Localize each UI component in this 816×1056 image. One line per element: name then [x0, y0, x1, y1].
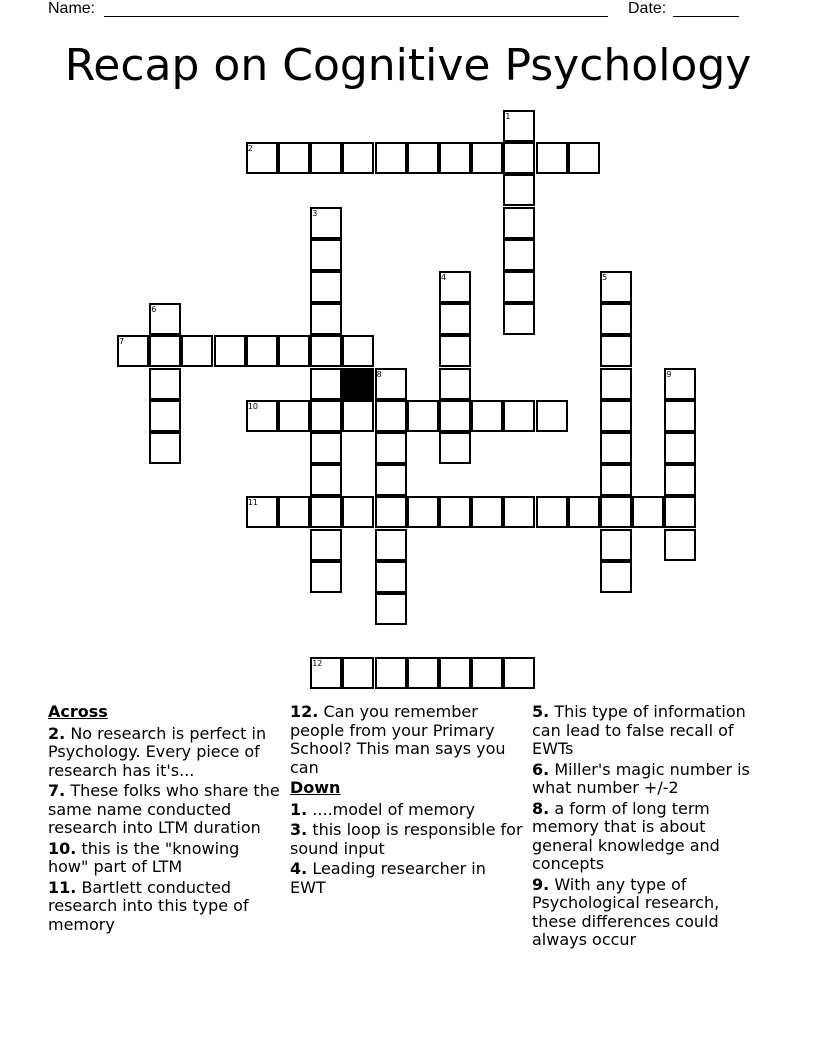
grid-cell[interactable] — [568, 496, 600, 528]
clue-down-5 — [532, 703, 768, 759]
clue-text: No research is perfect in Psychology. Every piece of research has it's... — [48, 723, 267, 780]
clue-down-9 — [532, 876, 768, 950]
grid-cell[interactable] — [246, 335, 278, 367]
grid-cell[interactable] — [278, 496, 310, 528]
grid-cell[interactable] — [375, 464, 407, 496]
grid-cell[interactable] — [471, 142, 503, 174]
clue-text: ....model of memory — [312, 799, 475, 819]
grid-cell[interactable] — [310, 368, 342, 400]
grid-number: 9 — [666, 369, 672, 379]
grid-cell[interactable] — [439, 657, 471, 689]
grid-cell[interactable] — [503, 174, 535, 206]
grid-cell[interactable] — [664, 464, 696, 496]
clue-across-7 — [48, 782, 284, 838]
grid-cell[interactable] — [600, 432, 632, 464]
clue-down-8 — [532, 800, 768, 874]
clue-text: Leading researcher in EWT — [290, 859, 486, 897]
grid-cell[interactable] — [503, 271, 535, 303]
clue-number: 1. — [290, 799, 308, 819]
grid-cell[interactable] — [439, 496, 471, 528]
grid-cell[interactable] — [310, 400, 342, 432]
grid-cell[interactable] — [278, 142, 310, 174]
clue-text: With any type of Psychological research, these differences could always occur — [532, 874, 720, 949]
grid-cell[interactable] — [503, 239, 535, 271]
grid-number: 6 — [151, 305, 157, 315]
grid-cell[interactable] — [310, 239, 342, 271]
grid-number: 4 — [441, 273, 447, 282]
grid-cell[interactable] — [278, 400, 310, 432]
clue-across-11 — [48, 879, 284, 935]
grid-cell[interactable] — [536, 496, 568, 528]
grid-cell[interactable] — [664, 496, 696, 528]
grid-cell[interactable] — [149, 400, 181, 432]
grid-cell[interactable] — [149, 335, 181, 367]
grid-cell[interactable] — [503, 400, 535, 432]
clue-number: 6. — [532, 759, 550, 779]
grid-cell[interactable] — [310, 561, 342, 593]
grid-cell[interactable] — [600, 303, 632, 335]
grid-cell[interactable] — [568, 142, 600, 174]
grid-cell[interactable] — [471, 496, 503, 528]
grid-cell[interactable] — [471, 400, 503, 432]
clue-down-6 — [532, 761, 768, 798]
grid-cell[interactable] — [632, 496, 664, 528]
grid-cell[interactable] — [342, 400, 374, 432]
puzzle-title: Recap on Cognitive Psychology — [64, 40, 752, 91]
clues-column-2 — [290, 703, 526, 899]
clue-across-10 — [48, 840, 284, 877]
clue-number: 12. — [290, 702, 319, 721]
clue-text: These folks who share the same name conducted research into LTM duration — [48, 781, 280, 837]
grid-cell[interactable] — [149, 368, 181, 400]
grid-cell[interactable] — [439, 432, 471, 464]
grid-cell[interactable] — [342, 496, 374, 528]
name-label: Name: — [48, 0, 96, 17]
grid-cell[interactable] — [375, 561, 407, 593]
grid-cell[interactable] — [375, 432, 407, 464]
grid-cell[interactable] — [503, 303, 535, 335]
grid-cell[interactable] — [149, 432, 181, 464]
grid-cell[interactable] — [407, 496, 439, 528]
clue-text: This type of information can lead to false recall of EWTs — [532, 702, 746, 758]
clue-down-1 — [290, 801, 526, 820]
grid-cell[interactable] — [375, 142, 407, 174]
clue-text: Bartlett conducted research into this type of memory — [48, 877, 249, 934]
grid-cell[interactable] — [375, 496, 407, 528]
clue-number: 4. — [290, 859, 308, 878]
grid-cell[interactable] — [439, 368, 471, 400]
grid-cell[interactable] — [342, 657, 374, 689]
grid-cell[interactable] — [600, 400, 632, 432]
grid-cell[interactable] — [375, 400, 407, 432]
grid-cell[interactable] — [407, 657, 439, 689]
clue-text: Can you remember people from your Primary School? This man says you can — [290, 702, 506, 777]
grid-cell[interactable] — [375, 593, 407, 625]
grid-cell[interactable] — [375, 657, 407, 689]
clue-number: 8. — [532, 798, 550, 818]
clue-number: 11. — [48, 877, 77, 897]
grid-cell[interactable] — [342, 142, 374, 174]
grid-cell[interactable] — [181, 335, 213, 367]
clue-text: this loop is responsible for sound input — [290, 820, 523, 858]
across-heading: Across — [48, 702, 108, 721]
clue-across-12 — [290, 703, 526, 777]
grid-cell[interactable] — [214, 335, 246, 367]
grid-cell[interactable] — [503, 657, 535, 689]
grid-cell[interactable] — [503, 207, 535, 239]
clue-text: Miller's magic number is what number +/-2 — [532, 759, 750, 797]
grid-number: 8 — [376, 369, 382, 379]
clue-number: 7. — [48, 781, 66, 800]
grid-cell[interactable] — [664, 400, 696, 432]
date-label: Date: — [628, 0, 667, 17]
clue-text: a form of long term memory that is about general knowledge and concepts — [532, 798, 720, 873]
grid-cell[interactable] — [342, 335, 374, 367]
grid-cell[interactable] — [310, 529, 342, 561]
grid-cell[interactable] — [375, 529, 407, 561]
grid-cell[interactable] — [600, 561, 632, 593]
grid-cell[interactable] — [310, 464, 342, 496]
clue-number: 5. — [532, 702, 550, 721]
grid-cell[interactable] — [278, 335, 310, 367]
grid-number: 5 — [602, 273, 608, 282]
clue-number: 3. — [290, 820, 308, 839]
grid-cell[interactable] — [600, 464, 632, 496]
grid-cell[interactable] — [471, 657, 503, 689]
grid-cell[interactable] — [664, 529, 696, 561]
clue-across-2 — [48, 725, 284, 781]
grid-cell[interactable] — [536, 400, 568, 432]
grid-cell[interactable] — [439, 335, 471, 367]
clue-text: this is the "knowing how" part of LTM — [48, 838, 240, 876]
grid-cell[interactable] — [439, 142, 471, 174]
down-heading: Down — [290, 778, 341, 797]
grid-cell[interactable] — [310, 142, 342, 174]
grid-cell[interactable] — [310, 303, 342, 335]
grid-cell[interactable] — [664, 432, 696, 464]
grid-cell[interactable] — [600, 529, 632, 561]
clue-number: 10. — [48, 838, 77, 858]
grid-number: 3 — [312, 208, 318, 218]
grid-cell[interactable] — [310, 271, 342, 303]
grid-cell[interactable] — [439, 400, 471, 432]
grid-cell[interactable] — [439, 303, 471, 335]
clue-down-3 — [290, 821, 526, 858]
clues-column-1 — [48, 703, 284, 936]
grid-number: 1 — [505, 112, 511, 121]
grid-cell[interactable] — [536, 142, 568, 174]
black-square — [342, 368, 374, 400]
grid-cell[interactable] — [310, 432, 342, 464]
grid-cell[interactable] — [310, 496, 342, 528]
clue-number: 2. — [48, 723, 66, 743]
grid-number: 10 — [247, 401, 258, 411]
grid-cell[interactable] — [600, 335, 632, 367]
clues-column-3 — [532, 703, 768, 952]
clue-down-4 — [290, 860, 526, 897]
grid-cell[interactable] — [600, 368, 632, 400]
grid-number: 2 — [247, 144, 253, 154]
grid-cell[interactable] — [503, 496, 535, 528]
grid-cell[interactable] — [407, 142, 439, 174]
grid-number: 7 — [119, 337, 125, 347]
grid-cell[interactable] — [407, 400, 439, 432]
grid-number: 12 — [312, 659, 323, 669]
grid-number: 11 — [247, 498, 258, 508]
grid-cell[interactable] — [310, 335, 342, 367]
grid-cell[interactable] — [600, 496, 632, 528]
clue-number: 9. — [532, 874, 550, 894]
grid-cell[interactable] — [503, 142, 535, 174]
